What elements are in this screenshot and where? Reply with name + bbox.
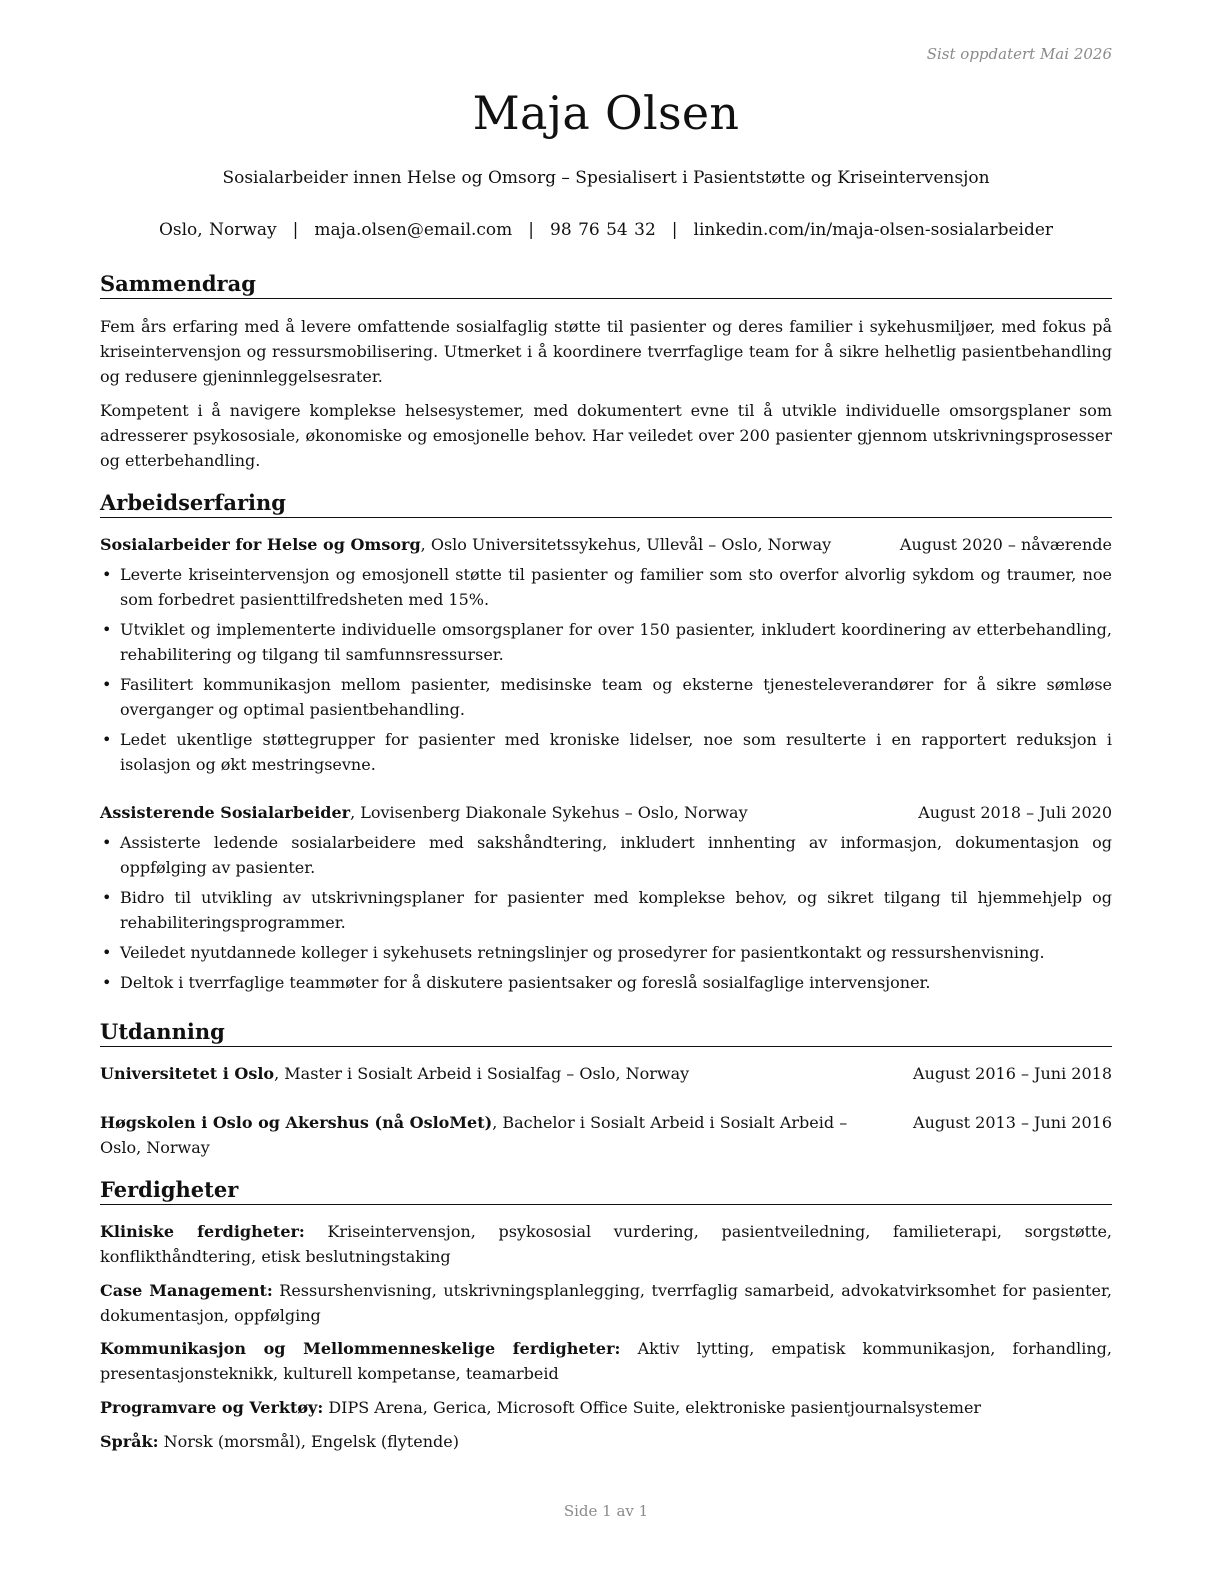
headline: Sosialarbeider innen Helse og Omsorg – Spesialisert i Pasientstøtte og Kriseintervensjon [222, 168, 990, 188]
education-item-2 [100, 1110, 1112, 1160]
skill-label: Kliniske ferdigheter: [100, 1222, 305, 1241]
list-item: • Veiledet nyutdannede kolleger i sykehusets retningslinjer og prosedyrer for pasientkontakt og ressurshenvisning. [100, 940, 1112, 965]
skill-row-case-management [100, 1278, 1112, 1328]
list-item: • Bidro til utvikling av utskrivningsplaner for pasienter med komplekse behov, og sikret tilgang til hjemmehjelp og rehabiliteringsprogrammer. [100, 885, 1112, 935]
list-item: • Utviklet og implementerte individuelle omsorgsplaner for over 150 pasienter, inkludert koordinering av etterbehandling, rehabilitering og tilgang til samfunnsressurser. [100, 617, 1112, 667]
degree-detail: , Master i Sosialt Arbeid i Sosialfag – Oslo, Norway [274, 1064, 690, 1083]
skill-label: Kommunikasjon og Mellommenneskelige ferdigheter: [100, 1339, 621, 1358]
job-org: , Lovisenberg Diakonale Sykehus – Oslo, Norway [350, 803, 748, 822]
education-dates: August 2013 – Juni 2016 [913, 1113, 1112, 1132]
skill-label: Case Management: [100, 1281, 273, 1300]
school-name: Høgskolen i Oslo og Akershus (nå OsloMet) [100, 1113, 493, 1132]
education-item-1 [100, 1061, 1112, 1086]
resume-page [100, 0, 1112, 1584]
contact-separator: | [528, 220, 535, 240]
section-title-summary: Sammendrag [100, 271, 1112, 299]
job-header-2 [100, 800, 1112, 825]
job-org: , Oslo Universitetssykehus, Ullevål – Oslo, Norway [420, 535, 832, 554]
contact-location: Oslo, Norway [158, 220, 277, 240]
contact-phone: 98 76 54 32 [550, 220, 656, 240]
contact-line [100, 220, 1112, 240]
list-item: • Leverte kriseintervensjon og emosjonell støtte til pasienter og familier som sto overfor alvorlig sykdom og traumer, noe som forbedret pasienttilfredsheten med 15%. [100, 562, 1112, 612]
education-dates: August 2016 – Juni 2018 [913, 1064, 1112, 1083]
section-title-education: Utdanning [100, 1019, 1112, 1047]
candidate-name: Maja Olsen [472, 86, 740, 140]
contact-email[interactable]: maja.olsen@email.com [314, 220, 513, 240]
contact-linkedin[interactable]: linkedin.com/in/maja-olsen-sosialarbeider [693, 220, 1054, 240]
skill-value: Kriseintervensjon, psykososial vurdering, pasientveiledning, familieterapi, sorgstøtte, konflikthåndtering, etisk beslutningstaking [100, 1222, 1113, 1266]
page-number: Side 1 av 1 [563, 1502, 649, 1520]
job-bullets-1 [100, 562, 1112, 782]
section-title-skills: Ferdigheter [100, 1177, 1112, 1205]
skill-row-software [100, 1395, 1112, 1420]
degree-detail: , Bachelor i Sosialt Arbeid i Sosialt Arbeid – Oslo, Norway [100, 1113, 848, 1157]
job-bullets-2 [100, 830, 1112, 1000]
skill-row-clinical [100, 1219, 1112, 1269]
skill-label: Programvare og Verktøy: [100, 1398, 324, 1417]
job-role: Assisterende Sosialarbeider [100, 803, 351, 822]
last-updated: Sist oppdatert Mai 2026 [926, 45, 1112, 63]
list-item: • Deltok i tverrfaglige teammøter for å diskutere pasientsaker og foreslå sosialfaglige intervensjoner. [100, 970, 1112, 995]
section-title-experience: Arbeidserfaring [100, 490, 1112, 518]
job-dates: August 2020 – nåværende [899, 535, 1112, 554]
skill-label: Språk: [100, 1432, 159, 1451]
contact-separator: | [292, 220, 299, 240]
job-dates: August 2018 – Juli 2020 [918, 803, 1112, 822]
list-item: • Fasilitert kommunikasjon mellom pasienter, medisinske team og eksterne tjenesteleverandører for å sikre sømløse overganger og optimal pasientbehandling. [100, 672, 1112, 722]
skill-row-languages [100, 1429, 1112, 1454]
job-role: Sosialarbeider for Helse og Omsorg [100, 535, 421, 554]
skill-value: Norsk (morsmål), Engelsk (flytende) [158, 1432, 459, 1451]
list-item: • Ledet ukentlige støttegrupper for pasienter med kroniske lidelser, noe som resulterte i en rapportert reduksjon i isolasjon og økt mestringsevne. [100, 727, 1112, 777]
skill-value: Ressurshenvisning, utskrivningsplanlegging, tverrfaglig samarbeid, advokatvirksomhet for pasienter, dokumentasjon, oppfølging [100, 1281, 1113, 1325]
skill-row-communication [100, 1336, 1112, 1386]
summary-paragraph-1: Fem års erfaring med å levere omfattende sosialfaglig støtte til pasienter og deres familier i sykehusmiljøer, med fokus på kriseintervensjon og ressursmobilisering. Utmerket i å koordinere tverrfaglige team for å sikre helhetlig pasientbehandling og redusere gjeninnleggelsesrater. [100, 317, 1112, 386]
school-name: Universitetet i Oslo [100, 1064, 275, 1083]
job-header-1 [100, 532, 1112, 557]
skill-value: DIPS Arena, Gerica, Microsoft Office Suite, elektroniske pasientjournalsystemer [323, 1398, 982, 1417]
contact-separator: | [671, 220, 678, 240]
skill-value: Aktiv lytting, empatisk kommunikasjon, forhandling, presentasjonsteknikk, kulturell kompetanse, teamarbeid [100, 1339, 1112, 1383]
summary-paragraph-2: Kompetent i å navigere komplekse helsesystemer, med dokumentert evne til å utvikle individuelle omsorgsplaner som adresserer psykososiale, økonomiske og emosjonelle behov. Har veiledet over 200 pasienter gjennom utskrivningsprosesser og etterbehandling. [100, 401, 1112, 470]
list-item: • Assisterte ledende sosialarbeidere med sakshåndtering, inkludert innhenting av informasjon, dokumentasjon og oppfølging av pasienter. [100, 830, 1112, 880]
